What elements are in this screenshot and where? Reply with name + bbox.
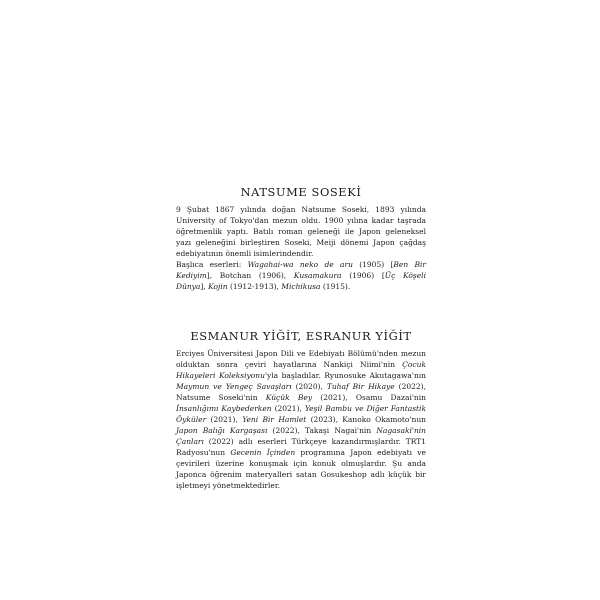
translated-work-title: Nagasaki'nin Çanları (176, 426, 427, 446)
bio-text: 'yla başladılar. Ryunosuke Akutagawa'nın (264, 371, 427, 380)
work-detail: (1915). (320, 282, 351, 291)
bio-text: (2020), (291, 382, 327, 391)
work-title: Kusamakura (293, 271, 342, 280)
bio-text: (2021), (271, 404, 305, 413)
translator-bio (176, 348, 426, 491)
work-title: Michikusa (281, 282, 321, 291)
works-label: Başlıca eserleri: (176, 260, 248, 269)
translated-work-title: Japon Balığı Kargaşası (176, 426, 268, 435)
work-title: Kojin (208, 282, 228, 291)
translated-work-title: Çocuk Hikayeleri Koleksiyonu (176, 360, 426, 380)
bio-text: (2023), Kanoko Okamoto'nun (306, 415, 426, 424)
bio-text: programına Japon edebiyatı ve çevirileri üzerine konuşmak için konuk olmuşlardır. Şu anda Japonca öğrenim materyalleri satan Gosukeshop adlı küçük bir işletmeyi yönetmektedirler. (176, 448, 426, 490)
bio-text: (2021), (206, 415, 243, 424)
translated-work-title: Yeni Bir Hamlet (242, 415, 307, 424)
work-detail: (1905) [ (352, 260, 394, 269)
bio-text: (2021), Osamu Dazai'nin (312, 393, 426, 402)
author-works (176, 259, 426, 292)
work-detail: (1912-1913), (227, 282, 282, 291)
author-name: NATSUME SOSEKİ (240, 185, 362, 199)
bio-text: Erciyes Üniversitesi Japon Dili ve Edebiyatı Bölümü'nden mezun olduktan sonra çeviri hayatlarına Nankiçi Niimi'nin (176, 349, 426, 369)
work-title: Wagahai-wa neko de aru (247, 260, 353, 269)
translated-work-title: Küçük Bey (265, 393, 313, 402)
bio-text: (2022), Natsume Soseki'nin (176, 382, 426, 402)
translator-section (176, 330, 426, 491)
bio-text: (2022) adlı eserleri Türkçeye kazandırmışlardır. TRT1 Radyosu'nun (176, 437, 426, 457)
author-section (176, 186, 426, 292)
work-detail: ], (200, 282, 209, 291)
translated-work-title: Yeşil Bambu ve Diğer Fantastik Öyküler (176, 404, 427, 424)
work-detail: (1906) [ (341, 271, 385, 280)
translated-work-title: İnsanlığımı Kaybederken (176, 404, 272, 413)
work-title: Üç Köşeli Dünya (176, 271, 426, 291)
translated-work-title: Gecenin İçinden (230, 448, 296, 457)
bio-text: (2022), Takaşi Nagai'nin (267, 426, 377, 435)
author-bio: 9 Şubat 1867 yılında doğan Natsume Soseki, 1893 yılında University of Tokyo'dan mezun oldu. 1900 yılına kadar taşrada öğretmenlik yaptı. Batılı roman geleneği ile Japon geleneksel yazı geleneğini birleştiren Soseki, Meiji dönemi Japon çağdaş edebiyatının önemli isimlerindendir. (176, 205, 426, 258)
translator-names: ESMANUR YİĞİT, ESRANUR YİĞİT (190, 329, 412, 343)
work-title: Ben Bir Kediyim (176, 260, 426, 280)
translated-work-title: Maymun ve Yengeç Savaşları (176, 382, 292, 391)
translated-work-title: Tuhaf Bir Hikaye (326, 382, 395, 391)
work-detail: ], Botchan (1906), (206, 271, 294, 280)
